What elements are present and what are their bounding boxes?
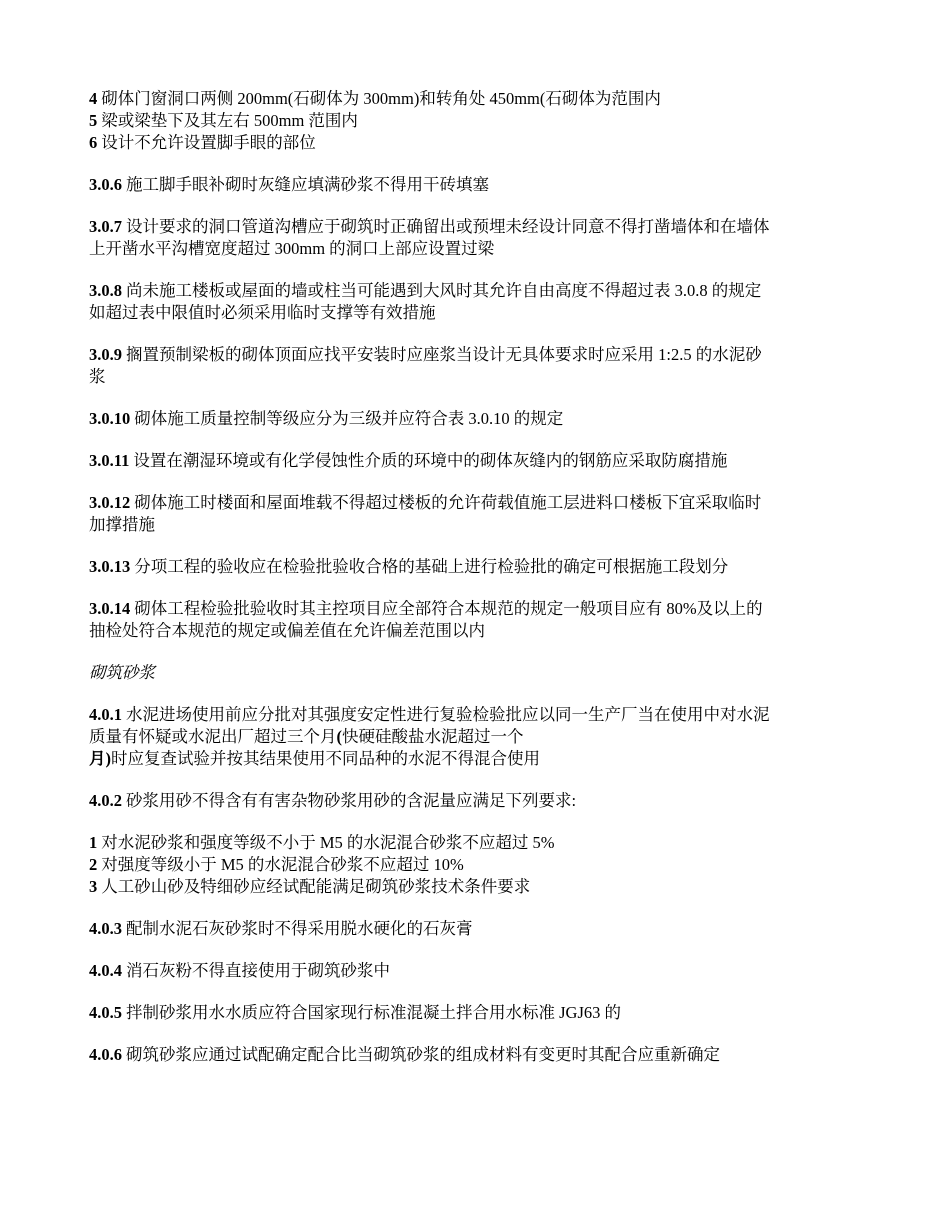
section-title: 砌筑砂浆 [89,663,155,682]
clause-4-0-2: 4.0.2 砂浆用砂不得含有有害杂物砂浆用砂的含泥量应满足下列要求: [89,791,577,810]
list-item: 2 对强度等级小于 M5 的水泥混合砂浆不应超过 10% [89,855,464,874]
document-page [89,88,869,1086]
clause-3-0-6: 3.0.6 施工脚手眼补砌时灰缝应填满砂浆不得用干砖填塞 [89,175,489,194]
clause-4-0-5: 4.0.5 拌制砂浆用水水质应符合国家现行标准混凝土拌合用水标准 JGJ63 的 [89,1003,622,1022]
list-items-4-6 [89,88,869,154]
clause-3-0-14: 3.0.14 砌体工程检验批验收时其主控项目应全部符合本规范的规定一般项目应有 80%及以上的 抽检处符合本规范的规定或偏差值在允许偏差范围以内 [89,599,763,640]
clause-3-0-8: 3.0.8 尚未施工楼板或屋面的墙或柱当可能遇到大风时其允许自由高度不得超过表 3.0.8 的规定 如超过表中限值时必须采用临时支撑等有效措施 [89,281,762,322]
clause-3-0-10: 3.0.10 砌体施工质量控制等级应分为三级并应符合表 3.0.10 的规定 [89,409,564,428]
list-items-4-0-2 [89,832,869,898]
clause-4-0-4: 4.0.4 消石灰粉不得直接使用于砌筑砂浆中 [89,961,390,980]
clause-3-0-11: 3.0.11 设置在潮湿环境或有化学侵蚀性介质的环境中的砌体灰缝内的钢筋应采取防腐措施 [89,451,728,470]
clause-3-0-7: 3.0.7 设计要求的洞口管道沟槽应于砌筑时正确留出或预埋未经设计同意不得打凿墙体和在墙体 上开凿水平沟槽宽度超过 300mm 的洞口上部应设置过梁 [89,217,770,258]
clause-4-0-1: 4.0.1 水泥进场使用前应分批对其强度安定性进行复验检验批应以同一生产厂当在使用中对水泥 质量有怀疑或水泥出厂超过三个月(快硬硅酸盐水泥超过一个 月)时应复查试验并按其结果使用不同品种的水泥不得混合使用 [89,705,770,768]
list-item: 3 人工砂山砂及特细砂应经试配能满足砌筑砂浆技术条件要求 [89,877,531,896]
list-item: 5 梁或梁垫下及其左右 500mm 范围内 [89,111,358,130]
clause-4-0-6: 4.0.6 砌筑砂浆应通过试配确定配合比当砌筑砂浆的组成材料有变更时其配合应重新确定 [89,1045,720,1064]
clause-3-0-12: 3.0.12 砌体施工时楼面和屋面堆载不得超过楼板的允许荷载值施工层进料口楼板下宜采取临时 加撑措施 [89,493,762,534]
list-item: 6 设计不允许设置脚手眼的部位 [89,133,316,152]
clause-4-0-3: 4.0.3 配制水泥石灰砂浆时不得采用脱水硬化的石灰膏 [89,919,473,938]
list-item: 4 砌体门窗洞口两侧 200mm(石砌体为 300mm)和转角处 450mm(石砌体为范围内 [89,89,661,108]
list-item: 1 对水泥砂浆和强度等级不小于 M5 的水泥混合砂浆不应超过 5% [89,833,555,852]
clause-3-0-13: 3.0.13 分项工程的验收应在检验批验收合格的基础上进行检验批的确定可根据施工段划分 [89,557,729,576]
clause-3-0-9: 3.0.9 搁置预制梁板的砌体顶面应找平安装时应座浆当设计无具体要求时应采用 1:2.5 的水泥砂 浆 [89,345,762,386]
